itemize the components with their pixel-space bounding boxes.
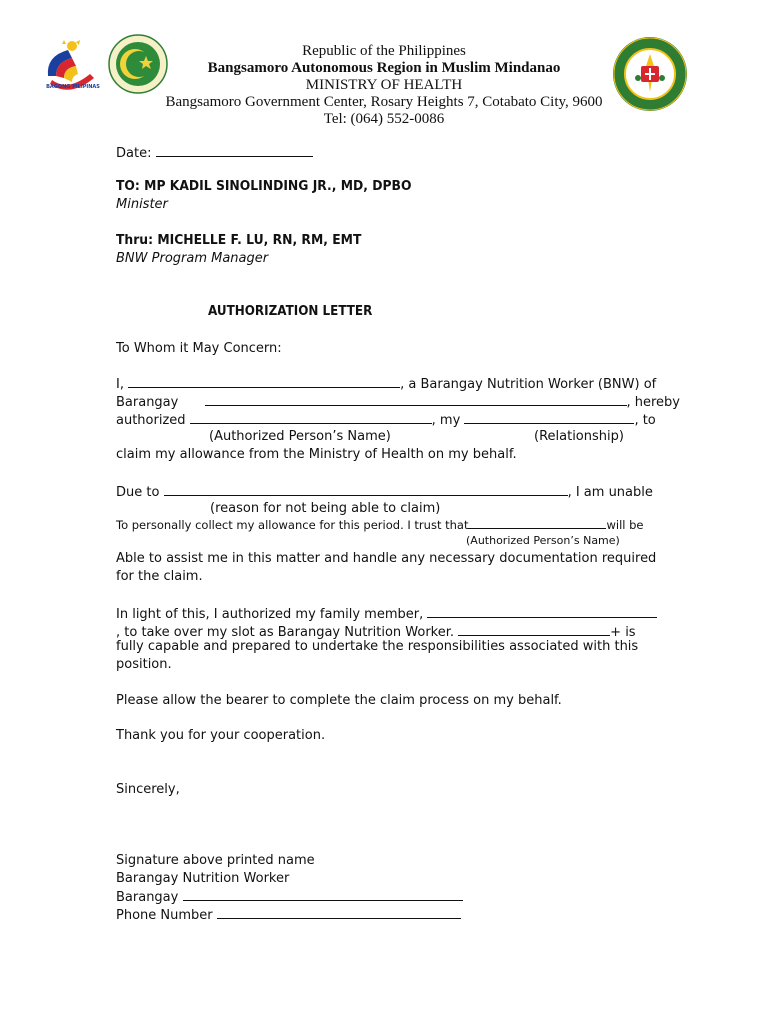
hint-relationship: (Relationship) xyxy=(534,429,624,444)
p4: Please allow the bearer to complete the claim process on my behalf. xyxy=(116,693,562,708)
p2-for-claim: for the claim. xyxy=(116,569,203,584)
p1-line2 xyxy=(116,392,680,412)
bnw-name-field[interactable] xyxy=(128,374,400,388)
p2-collect: To personally collect my allowance for this period. I trust that xyxy=(116,518,469,532)
p3-text2b: + is xyxy=(610,625,636,640)
signature-line1: Signature above printed name xyxy=(116,853,315,868)
signature-barangay-line xyxy=(116,887,463,907)
p1-to: , to xyxy=(634,413,656,428)
signature-line2: Barangay Nutrition Worker xyxy=(116,871,290,886)
to-title: Minister xyxy=(116,197,168,212)
p2-unable: , I am unable xyxy=(567,485,653,500)
salutation: To Whom it May Concern: xyxy=(116,341,282,356)
thru-line: Thru: MICHELLE F. LU, RN, RM, EMT xyxy=(116,233,362,248)
date-label: Date: xyxy=(116,146,152,161)
p1-my: , my xyxy=(431,413,461,428)
p2-line1 xyxy=(116,482,653,502)
signature-barangay-field[interactable] xyxy=(183,887,463,901)
p1-i: I, xyxy=(116,377,124,392)
signature-barangay-label: Barangay xyxy=(116,890,179,905)
reason-field[interactable] xyxy=(164,482,568,496)
bagong-pilipinas-caption: BAGONG PILIPINAS xyxy=(46,84,100,90)
p1-claim: claim my allowance from the Ministry of Health on my behalf. xyxy=(116,447,517,462)
header-address: Bangsamoro Government Center, Rosary Heights 7, Cotabato City, 9600 xyxy=(165,94,603,110)
p1-after-name: , a Barangay Nutrition Worker (BNW) of xyxy=(400,377,657,392)
family-member-field[interactable] xyxy=(427,604,657,618)
trusted-person-field[interactable] xyxy=(468,517,606,529)
p1-line3 xyxy=(116,410,656,430)
to-line: TO: MP KADIL SINOLINDING JR., MD, DPBO xyxy=(116,179,412,194)
signature-phone-label: Phone Number xyxy=(116,908,213,923)
closing: Sincerely, xyxy=(116,782,180,797)
date-line xyxy=(116,143,313,163)
header-region: Bangsamoro Autonomous Region in Muslim Mindanao xyxy=(207,60,561,76)
p2-assist: Able to assist me in this matter and handle any necessary documentation required xyxy=(116,551,657,566)
p2-line2 xyxy=(116,517,644,533)
p3-text1: In light of this, I authorized my family member, xyxy=(116,607,424,622)
signature-phone-line xyxy=(116,905,461,925)
thru-title: BNW Program Manager xyxy=(116,251,269,266)
relationship-field[interactable] xyxy=(464,410,634,424)
hint-reason: (reason for not being able to claim) xyxy=(210,501,441,516)
p1-authorized: authorized xyxy=(116,413,186,428)
header-tel: Tel: (064) 552-0086 xyxy=(323,111,445,127)
header-country: Republic of the Philippines xyxy=(302,43,466,59)
replacement-name-field[interactable] xyxy=(458,622,610,636)
p1-barangay: Barangay xyxy=(116,395,179,410)
p2-due-to: Due to xyxy=(116,485,160,500)
letter-title: AUTHORIZATION LETTER xyxy=(208,304,373,319)
header-ministry: MINISTRY OF HEALTH xyxy=(305,77,463,93)
p3-line3: fully capable and prepared to undertake the responsibilities associated with this xyxy=(116,639,639,654)
p2-will-be: will be xyxy=(606,518,644,532)
p3-text2a: , to take over my slot as Barangay Nutrition Worker. xyxy=(116,625,455,640)
phone-number-field[interactable] xyxy=(217,905,461,919)
p1-hereby: , hereby xyxy=(626,395,681,410)
p3-line4: position. xyxy=(116,657,172,672)
p5: Thank you for your cooperation. xyxy=(116,728,326,743)
p3-line1 xyxy=(116,604,657,624)
p1-line1 xyxy=(116,374,656,394)
date-field[interactable] xyxy=(156,143,313,157)
barangay-field[interactable] xyxy=(205,392,627,406)
authorized-name-field[interactable] xyxy=(190,410,432,424)
hint-authorized-name-2: (Authorized Person’s Name) xyxy=(466,534,620,547)
hint-authorized-name: (Authorized Person’s Name) xyxy=(209,429,391,444)
